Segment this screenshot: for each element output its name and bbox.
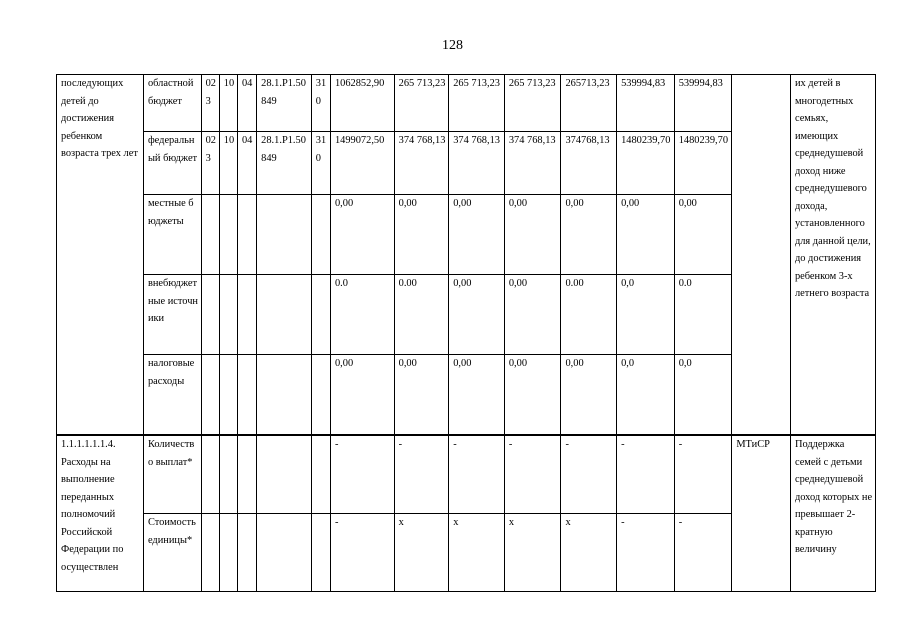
code-cell: 023 bbox=[201, 75, 219, 132]
amount-cell: 0,0 bbox=[674, 355, 732, 436]
funding-source-cell: федеральный бюджет bbox=[143, 132, 201, 195]
amount-cell: 1480239,70 bbox=[674, 132, 732, 195]
amount-cell: - bbox=[504, 435, 561, 514]
total-cell: 1499072,50 bbox=[330, 132, 394, 195]
code-cell bbox=[257, 275, 312, 355]
code-cell bbox=[237, 514, 256, 592]
amount-cell: 0,00 bbox=[504, 275, 561, 355]
funding-source-cell: внебюджетные источники bbox=[143, 275, 201, 355]
amount-cell: - bbox=[449, 435, 505, 514]
amount-cell: 374768,13 bbox=[561, 132, 617, 195]
code-cell bbox=[201, 514, 219, 592]
amount-cell: - bbox=[617, 514, 675, 592]
activity-name-cell: 1.1.1.1.1.1.4. Расходы на выполнение переданных полномочий Российской Федерации по осуществлен bbox=[57, 435, 144, 592]
amount-cell: х bbox=[561, 514, 617, 592]
code-cell bbox=[219, 514, 237, 592]
amount-cell: 0.00 bbox=[394, 275, 449, 355]
amount-cell: 539994,83 bbox=[674, 75, 732, 132]
code-cell: 023 bbox=[201, 132, 219, 195]
code-cell: 10 bbox=[219, 132, 237, 195]
code-cell: 310 bbox=[311, 75, 330, 132]
funding-source-cell: Количество выплат* bbox=[143, 435, 201, 514]
amount-cell: 374 768,13 bbox=[449, 132, 505, 195]
amount-cell: 0,0 bbox=[617, 275, 675, 355]
executor-cell: МТиСР bbox=[732, 435, 791, 592]
amount-cell: 0,00 bbox=[561, 195, 617, 275]
code-cell bbox=[219, 275, 237, 355]
code-cell bbox=[311, 275, 330, 355]
code-cell bbox=[219, 355, 237, 436]
table-row bbox=[57, 435, 876, 514]
amount-cell: 0,00 bbox=[449, 275, 505, 355]
amount-cell: - bbox=[617, 435, 675, 514]
amount-cell: 0.00 bbox=[561, 275, 617, 355]
amount-cell: х bbox=[394, 514, 449, 592]
amount-cell: - bbox=[674, 435, 732, 514]
amount-cell: 265713,23 bbox=[561, 75, 617, 132]
code-cell bbox=[257, 435, 312, 514]
code-cell bbox=[311, 514, 330, 592]
code-cell: 310 bbox=[311, 132, 330, 195]
funding-source-cell: областной бюджет bbox=[143, 75, 201, 132]
code-cell: 04 bbox=[237, 75, 256, 132]
code-cell: 28.1.P1.50849 bbox=[257, 75, 312, 132]
budget-table bbox=[56, 74, 876, 592]
funding-source-cell: налоговые расходы bbox=[143, 355, 201, 436]
code-cell bbox=[201, 435, 219, 514]
amount-cell: - bbox=[394, 435, 449, 514]
code-cell bbox=[237, 195, 256, 275]
amount-cell: - bbox=[561, 435, 617, 514]
amount-cell: 0,00 bbox=[617, 195, 675, 275]
total-cell: 0,00 bbox=[330, 195, 394, 275]
total-cell: 0,00 bbox=[330, 355, 394, 436]
code-cell bbox=[201, 275, 219, 355]
code-cell bbox=[201, 195, 219, 275]
result-note-cell: Поддержка семей с детьми среднедушевой доход которых не превышает 2-кратную величину bbox=[790, 435, 875, 592]
code-cell: 04 bbox=[237, 132, 256, 195]
amount-cell: 0,00 bbox=[674, 195, 732, 275]
executor-cell bbox=[732, 75, 791, 436]
amount-cell: - bbox=[674, 514, 732, 592]
total-cell: 1062852,90 bbox=[330, 75, 394, 132]
code-cell bbox=[257, 355, 312, 436]
total-cell: 0.0 bbox=[330, 275, 394, 355]
amount-cell: 0,00 bbox=[449, 195, 505, 275]
funding-source-cell: местные бюджеты bbox=[143, 195, 201, 275]
amount-cell: 265 713,23 bbox=[504, 75, 561, 132]
code-cell bbox=[237, 275, 256, 355]
amount-cell: 0.0 bbox=[674, 275, 732, 355]
amount-cell: 0,00 bbox=[394, 355, 449, 436]
amount-cell: 374 768,13 bbox=[394, 132, 449, 195]
amount-cell: 0,0 bbox=[617, 355, 675, 436]
code-cell bbox=[257, 195, 312, 275]
result-note-cell: их детей в многодетных семьях, имеющих среднедушевой доход ниже среднедушевого дохода, установленного для данной цели, до достижения ребенком 3-х летнего возраста bbox=[790, 75, 875, 436]
amount-cell: 0,00 bbox=[561, 355, 617, 436]
page-number: 128 bbox=[442, 38, 463, 53]
code-cell bbox=[311, 435, 330, 514]
amount-cell: 265 713,23 bbox=[394, 75, 449, 132]
amount-cell: 1480239,70 bbox=[617, 132, 675, 195]
code-cell bbox=[201, 355, 219, 436]
code-cell: 28.1.P1.50849 bbox=[257, 132, 312, 195]
amount-cell: 0,00 bbox=[449, 355, 505, 436]
code-cell bbox=[237, 355, 256, 436]
amount-cell: 374 768,13 bbox=[504, 132, 561, 195]
code-cell: 10 bbox=[219, 75, 237, 132]
total-cell: - bbox=[330, 435, 394, 514]
funding-source-cell: Стоимость единицы* bbox=[143, 514, 201, 592]
amount-cell: 0,00 bbox=[394, 195, 449, 275]
code-cell bbox=[311, 195, 330, 275]
code-cell bbox=[219, 435, 237, 514]
code-cell bbox=[219, 195, 237, 275]
table-row bbox=[57, 75, 876, 132]
code-cell bbox=[237, 435, 256, 514]
code-cell bbox=[257, 514, 312, 592]
amount-cell: 265 713,23 bbox=[449, 75, 505, 132]
amount-cell: 0,00 bbox=[504, 355, 561, 436]
activity-name-cell: последующих детей до достижения ребенком возраста трех лет bbox=[57, 75, 144, 436]
amount-cell: 0,00 bbox=[504, 195, 561, 275]
total-cell: - bbox=[330, 514, 394, 592]
amount-cell: 539994,83 bbox=[617, 75, 675, 132]
code-cell bbox=[311, 355, 330, 436]
amount-cell: х bbox=[449, 514, 505, 592]
amount-cell: х bbox=[504, 514, 561, 592]
